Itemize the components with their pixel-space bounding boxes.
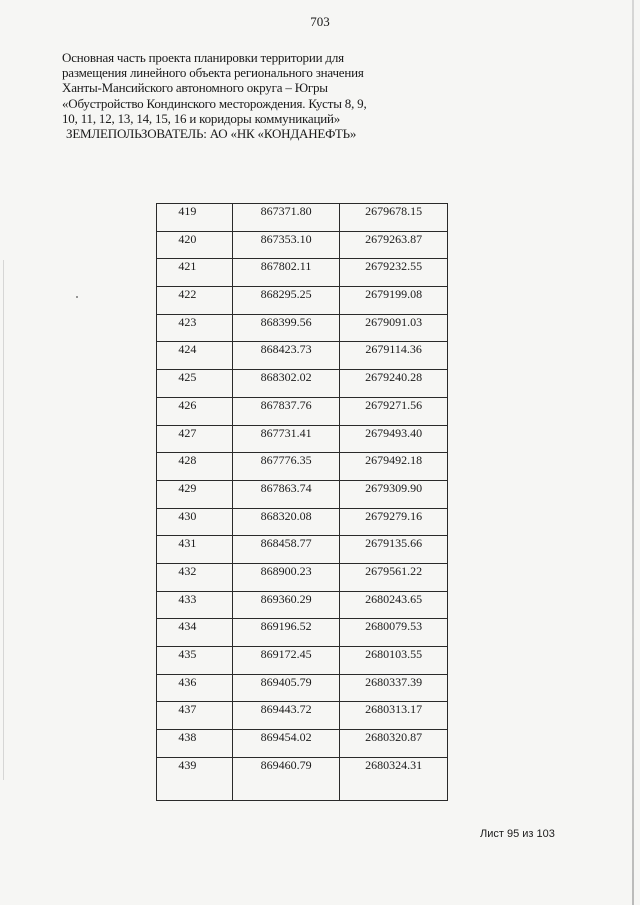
table-row [157,563,448,591]
coordinates-table-body [157,204,448,801]
header-line: 10, 11, 12, 13, 14, 15, 16 и коридоры коммуникаций» [62,110,341,126]
point-number-cell: 430 [157,508,233,536]
coordinates-table [156,203,448,801]
table-row [157,204,448,232]
x-coordinate-cell: 868295.25 [232,287,340,315]
scan-edge-right [632,0,634,905]
x-coordinate-cell: 869443.72 [232,702,340,730]
x-coordinate-cell: 869196.52 [232,619,340,647]
x-coordinate-cell: 869360.29 [232,591,340,619]
table-row [157,231,448,259]
y-coordinate-cell: 2679678.15 [340,204,448,232]
table-row [157,259,448,287]
table-row [157,757,448,800]
point-number-cell: 438 [157,730,233,758]
header-line: Ханты-Мансийского автономного округа – Югры [62,80,328,96]
table-row [157,397,448,425]
scan-edge-left [3,260,4,780]
point-number-cell: 432 [157,563,233,591]
table-row [157,342,448,370]
header-line: «Обустройство Кондинского месторождения. Кусты 8, 9, [62,95,367,111]
point-number-cell: 427 [157,425,233,453]
header-line: Основная часть проекта планировки территории для [62,50,344,65]
point-number-cell: 420 [157,231,233,259]
header-line: размещения линейного объекта регионального значения [62,65,364,81]
table-row [157,287,448,315]
y-coordinate-cell: 2679199.08 [340,287,448,315]
x-coordinate-cell: 868302.02 [232,370,340,398]
table-row [157,425,448,453]
scan-speck [76,296,78,298]
y-coordinate-cell: 2679135.66 [340,536,448,564]
x-coordinate-cell: 867353.10 [232,231,340,259]
x-coordinate-cell: 869405.79 [232,674,340,702]
point-number-cell: 435 [157,647,233,675]
sheet-number: Лист 95 из 103 [480,828,555,840]
point-number-cell: 429 [157,480,233,508]
point-number-cell: 426 [157,397,233,425]
table-row [157,730,448,758]
point-number-cell: 434 [157,619,233,647]
point-number-cell: 421 [157,259,233,287]
point-number-cell: 423 [157,314,233,342]
point-number-cell: 428 [157,453,233,481]
y-coordinate-cell: 2680103.55 [340,647,448,675]
x-coordinate-cell: 869454.02 [232,730,340,758]
y-coordinate-cell: 2679091.03 [340,314,448,342]
point-number-cell: 422 [157,287,233,315]
point-number-cell: 431 [157,536,233,564]
x-coordinate-cell: 867837.76 [232,397,340,425]
land-user-line: ЗЕМЛЕПОЛЬЗОВАТЕЛЬ: АО «НК «КОНДАНЕФТЬ» [66,126,357,142]
page-number: 703 [310,14,330,29]
y-coordinate-cell: 2680337.39 [340,674,448,702]
point-number-cell: 419 [157,204,233,232]
table-row [157,674,448,702]
y-coordinate-cell: 2679309.90 [340,480,448,508]
x-coordinate-cell: 868458.77 [232,536,340,564]
x-coordinate-cell: 868900.23 [232,563,340,591]
y-coordinate-cell: 2679279.16 [340,508,448,536]
y-coordinate-cell: 2679561.22 [340,563,448,591]
y-coordinate-cell: 2679232.55 [340,259,448,287]
y-coordinate-cell: 2679492.18 [340,453,448,481]
x-coordinate-cell: 867371.80 [232,204,340,232]
table-row [157,536,448,564]
x-coordinate-cell: 867802.11 [232,259,340,287]
x-coordinate-cell: 867776.35 [232,453,340,481]
table-row [157,370,448,398]
point-number-cell: 436 [157,674,233,702]
point-number-cell: 424 [157,342,233,370]
x-coordinate-cell: 868399.56 [232,314,340,342]
table-row [157,591,448,619]
table-row [157,619,448,647]
x-coordinate-cell: 869172.45 [232,647,340,675]
y-coordinate-cell: 2680324.31 [340,757,448,800]
y-coordinate-cell: 2679271.56 [340,397,448,425]
table-row [157,480,448,508]
document-header [62,50,422,141]
point-number-cell: 439 [157,757,233,800]
table-row [157,702,448,730]
table-row [157,314,448,342]
point-number-cell: 425 [157,370,233,398]
y-coordinate-cell: 2679263.87 [340,231,448,259]
point-number-cell: 433 [157,591,233,619]
table-row [157,453,448,481]
table-row [157,508,448,536]
y-coordinate-cell: 2680320.87 [340,730,448,758]
x-coordinate-cell: 867863.74 [232,480,340,508]
x-coordinate-cell: 868423.73 [232,342,340,370]
table-row [157,647,448,675]
y-coordinate-cell: 2679114.36 [340,342,448,370]
y-coordinate-cell: 2680079.53 [340,619,448,647]
x-coordinate-cell: 867731.41 [232,425,340,453]
y-coordinate-cell: 2679493.40 [340,425,448,453]
point-number-cell: 437 [157,702,233,730]
y-coordinate-cell: 2680243.65 [340,591,448,619]
y-coordinate-cell: 2679240.28 [340,370,448,398]
y-coordinate-cell: 2680313.17 [340,702,448,730]
x-coordinate-cell: 868320.08 [232,508,340,536]
x-coordinate-cell: 869460.79 [232,757,340,800]
